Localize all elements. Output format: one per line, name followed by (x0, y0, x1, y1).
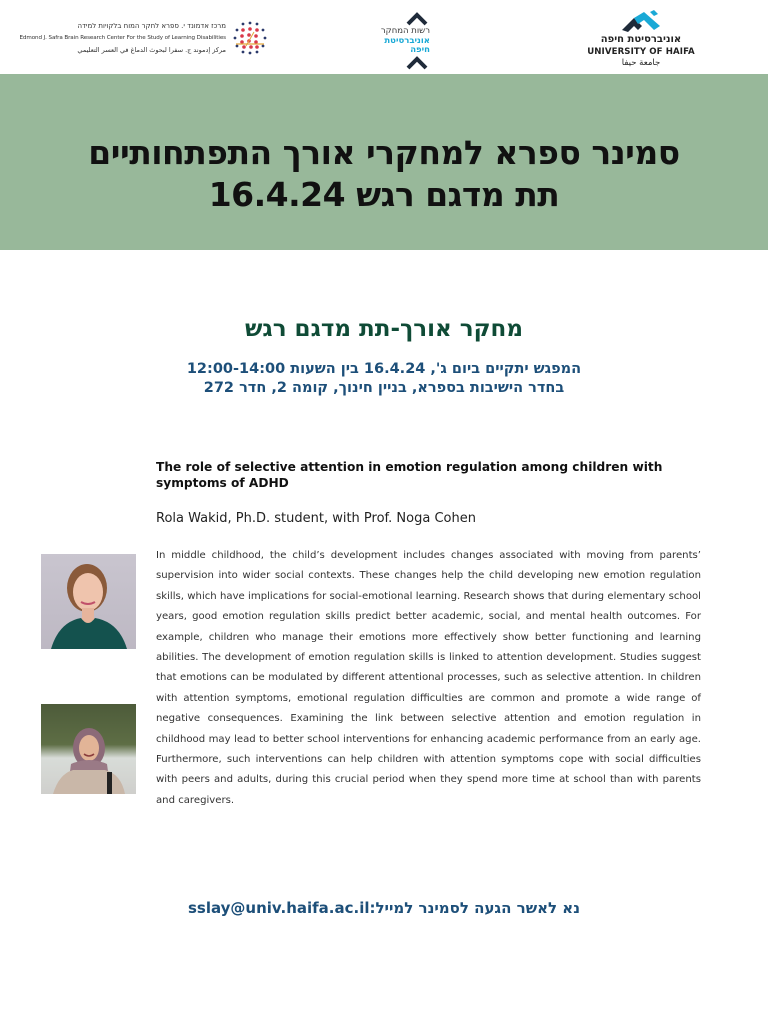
section-title: מחקר אורך-תת מדגם רגש (244, 316, 523, 342)
haifa-roof-icon (620, 10, 662, 32)
talk-abstract: In middle childhood, the child’s development includes changes associated with moving from parents’ supervision into wider social contexts. These changes help the child developing new emotion regulation skills, which have implications for social-emotional learning. Research shows that during elementary school years, good emotion regulation skills predict better academic, social, and mental health outcomes. For example, children who manage their emotions more effectively show better functioning and learning abilities. The development of emotion regulation skills is linked to attention development. Studies suggest that emotions can be modulated by different attentional processes, such as selective attention. In children with attention symptoms, emotional regulation difficulties are common and promote a wide range of negative consequences. Examining the link between selective attention and emotion regulation in childhood may lead to better school interventions for enhancing academic performance from an early age. Furthermore, such interventions can help children with attention symptoms cope with social difficulties with peers and adults, during this crucial period when they spend more time at school than with parents and caregivers. (156, 550, 701, 806)
rsvp-line (0, 897, 768, 919)
meeting-location: בחדר הישיבות בספרא, בניין חינוך, קומה 2, חדר 272 (203, 380, 565, 396)
research-authority-line2: אוניברסיטת (384, 35, 430, 46)
speaker-photo-noga-cohen (41, 554, 136, 649)
talk-title: The role of selective attention in emotion regulation among children with symptoms of ADHD (156, 460, 663, 490)
chevron-up-icon (406, 10, 428, 26)
haifa-english-name: UNIVERSITY OF HAIFA (587, 47, 695, 57)
seminar-title-line2: תת מדגם רגש 16.4.24 (208, 175, 560, 214)
speaker-photo-rola-wakid (41, 704, 136, 794)
chevron-up-icon (406, 56, 428, 70)
portrait-illustration (41, 554, 136, 649)
meeting-details (0, 360, 768, 398)
haifa-hebrew-name: אוניברסיטת חיפה (600, 34, 682, 45)
safra-english-name: Edmond J. Safra Brain Research Center For the Study of Learning Disabilities (19, 35, 226, 41)
rsvp-email-link[interactable]: sslay@univ.haifa.ac.il (188, 899, 370, 917)
brain-dots-icon (232, 20, 268, 56)
seminar-title (0, 132, 768, 216)
portrait-illustration (41, 704, 136, 794)
logo-header (0, 0, 768, 74)
meeting-date-time: המפגש יתקיים ביום ג', 16.4.24 בין השעות 12:00-14:00 (186, 361, 582, 377)
research-authority-line1: רשות המחקר (380, 26, 430, 36)
rsvp-text: נא לאשר הגעה לסמינר למייל: (369, 899, 580, 917)
title-banner (0, 74, 768, 250)
safra-center-text (19, 20, 226, 56)
safra-hebrew-name: מרכז אדמונד י. ספרא לחקר המוח בלקויות למידה (77, 22, 226, 30)
talk-speakers: Rola Wakid, Ph.D. student, with Prof. Noga Cohen (156, 511, 476, 526)
haifa-arabic-name: جامعة حيفا (621, 58, 661, 68)
safra-center-logo (19, 18, 268, 62)
seminar-title-line1: סמינר ספרא למחקרי אורך התפתחותיים (88, 133, 680, 172)
research-authority-logo (366, 10, 436, 70)
research-authority-line3: חיפה (410, 45, 430, 55)
university-of-haifa-logo (586, 8, 696, 70)
safra-arabic-name: مركز إدموند ج. سفرا لبحوث الدماغ في العسر التعليمي (77, 46, 226, 54)
